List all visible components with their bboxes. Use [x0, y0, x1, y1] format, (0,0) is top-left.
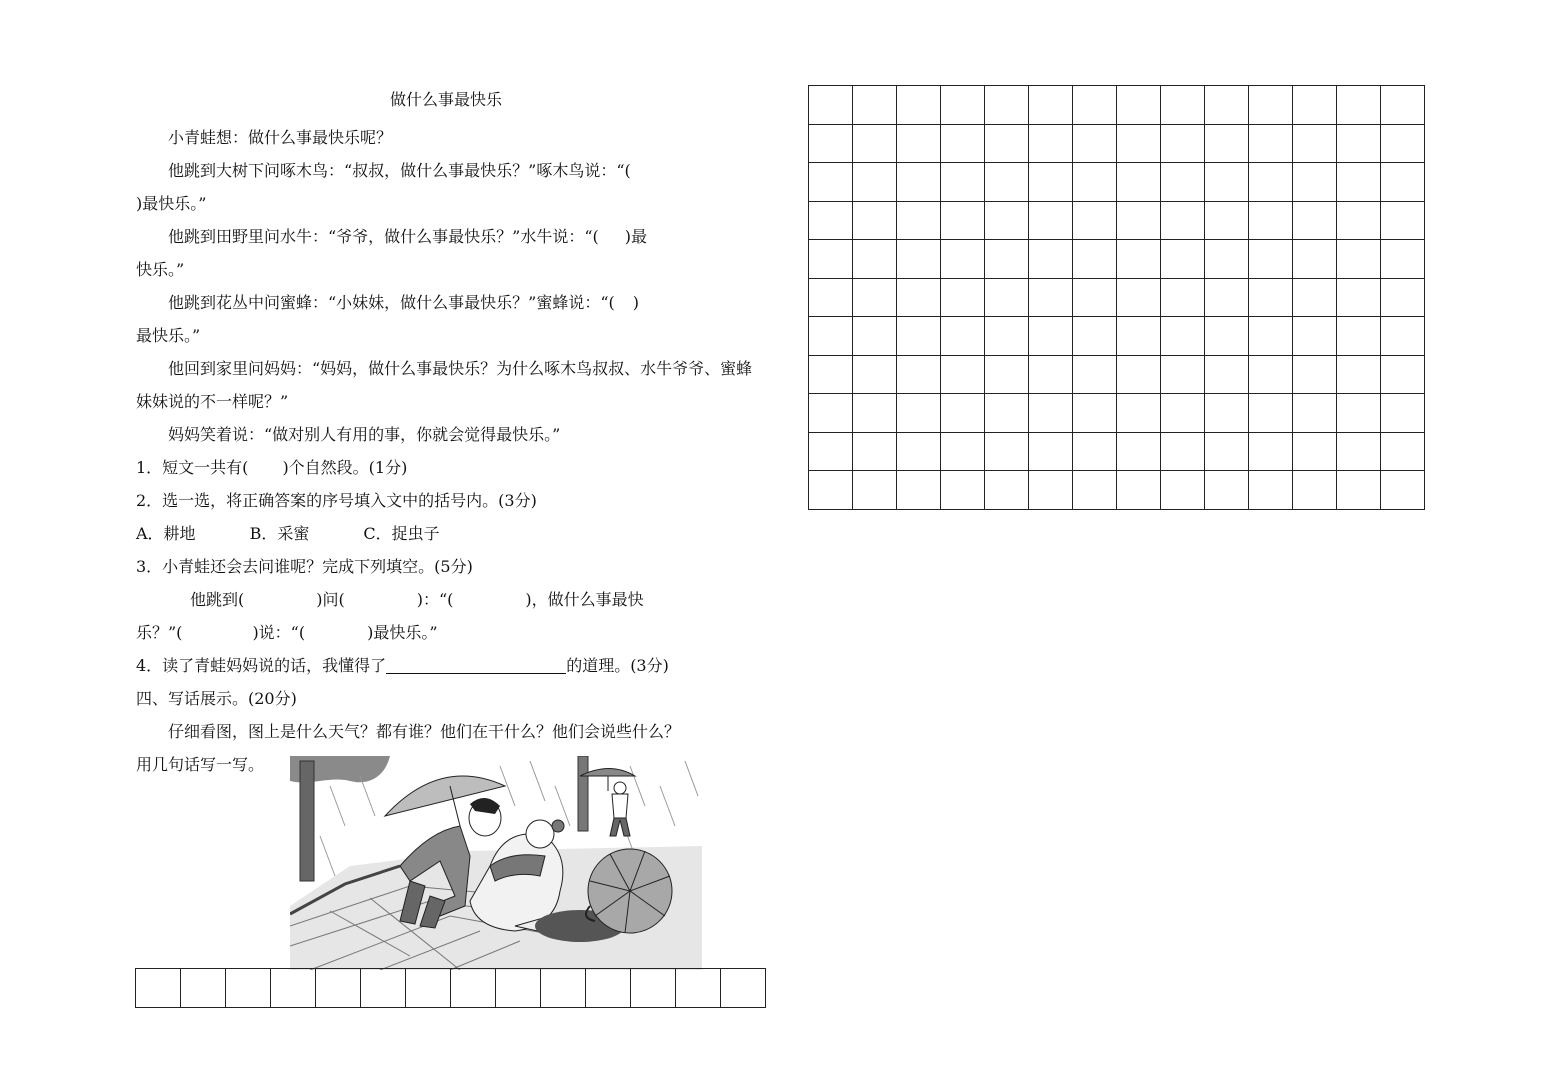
grid-cell[interactable] [271, 969, 316, 1008]
grid-cell[interactable] [1073, 471, 1117, 510]
grid-cell[interactable] [1029, 471, 1073, 510]
grid-row [809, 124, 1425, 163]
q3-part-c: )：“( [416, 590, 454, 609]
rain-scene-illustration [290, 756, 702, 970]
grid-cell[interactable] [1117, 86, 1161, 125]
grid-cell[interactable] [853, 86, 897, 125]
grid-cell[interactable] [809, 86, 853, 125]
option-b: B．采蜜 [249, 524, 310, 543]
grid-cell[interactable] [1293, 394, 1337, 433]
grid-cell[interactable] [897, 124, 941, 163]
grid-cell[interactable] [1249, 124, 1293, 163]
grid-cell[interactable] [985, 201, 1029, 240]
grid-cell[interactable] [1293, 355, 1337, 394]
grid-cell[interactable] [1293, 201, 1337, 240]
writing-grid-bottom[interactable] [135, 968, 766, 1008]
paragraph-4-part-a: 他跳到花丛中问蜜蜂：“小妹妹，做什么事最快乐？”蜜蜂说：“( [168, 293, 615, 312]
grid-cell[interactable] [941, 163, 985, 202]
grid-cell[interactable] [853, 163, 897, 202]
grid-cell[interactable] [1205, 86, 1249, 125]
q3-part-b: )问( [316, 590, 345, 609]
grid-cell[interactable] [541, 969, 586, 1008]
grid-cell[interactable] [1249, 471, 1293, 510]
grid-cell[interactable] [853, 317, 897, 356]
grid-cell[interactable] [1117, 355, 1161, 394]
grid-cell[interactable] [1381, 317, 1425, 356]
grid-cell[interactable] [1293, 471, 1337, 510]
grid-cell[interactable] [985, 355, 1029, 394]
grid-cell[interactable] [1205, 124, 1249, 163]
grid-cell[interactable] [1205, 163, 1249, 202]
paragraph-3-part-c: 快乐。” [136, 260, 185, 279]
question-3-line-1 [136, 583, 756, 616]
grid-cell[interactable] [1381, 394, 1425, 433]
reading-section [136, 88, 756, 781]
grid-cell[interactable] [181, 969, 226, 1008]
grid-cell[interactable] [1117, 240, 1161, 279]
paragraph-3-part-b: )最 [624, 227, 648, 246]
grid-cell[interactable] [316, 969, 361, 1008]
question-4-part-b: 的道理。(3分) [566, 656, 669, 675]
grid-cell[interactable] [985, 278, 1029, 317]
grid-cell[interactable] [1205, 432, 1249, 471]
grid-cell[interactable] [1029, 201, 1073, 240]
option-c: C．捉虫子 [363, 524, 440, 543]
grid-cell[interactable] [897, 432, 941, 471]
grid-cell[interactable] [676, 969, 721, 1008]
writing-heading: 四、写话展示。(20分) [136, 689, 297, 708]
grid-cell[interactable] [1249, 355, 1293, 394]
grid-row [809, 432, 1425, 471]
writing-prompt-line-1: 仔细看图，图上是什么天气？都有谁？他们在干什么？他们会说些什么？ [168, 722, 681, 741]
grid-cell[interactable] [1381, 432, 1425, 471]
paragraph-4-part-c: 最快乐。” [136, 326, 201, 345]
q3-part-a: 他跳到( [190, 590, 245, 609]
grid-cell[interactable] [1249, 317, 1293, 356]
grid-cell[interactable] [897, 471, 941, 510]
grid-cell[interactable] [496, 969, 541, 1008]
grid-cell[interactable] [631, 969, 676, 1008]
passage-title: 做什么事最快乐 [389, 90, 502, 109]
question-1 [136, 451, 756, 484]
grid-cell[interactable] [809, 278, 853, 317]
q3-part-d: )，做什么事最快 [525, 590, 644, 609]
question-4 [136, 649, 756, 682]
grid-cell[interactable] [1205, 471, 1249, 510]
grid-cell[interactable] [1073, 355, 1117, 394]
question-1-part-b: )个自然段。(1分) [282, 458, 408, 477]
q3-part-e: 乐？”( [136, 623, 183, 642]
grid-cell[interactable] [1249, 163, 1293, 202]
grid-cell[interactable] [941, 86, 985, 125]
grid-cell[interactable] [1117, 201, 1161, 240]
grid-cell[interactable] [1029, 86, 1073, 125]
grid-cell[interactable] [1337, 86, 1381, 125]
grid-row [809, 278, 1425, 317]
grid-cell[interactable] [1117, 163, 1161, 202]
grid-cell[interactable] [1249, 86, 1293, 125]
grid-cell[interactable] [1161, 278, 1205, 317]
grid-cell[interactable] [1205, 201, 1249, 240]
grid-cell[interactable] [1073, 432, 1117, 471]
grid-cell[interactable] [985, 471, 1029, 510]
grid-cell[interactable] [1161, 86, 1205, 125]
grid-row [809, 240, 1425, 279]
paragraph-4 [136, 286, 756, 352]
grid-row [809, 471, 1425, 510]
grid-cell[interactable] [985, 240, 1029, 279]
grid-cell[interactable] [1161, 163, 1205, 202]
grid-cell[interactable] [1205, 355, 1249, 394]
grid-cell[interactable] [226, 969, 271, 1008]
paragraph-5: 他回到家里问妈妈：“妈妈，做什么事最快乐？为什么啄木鸟叔叔、水牛爷爷、蜜蜂妹妹说的不一样呢？” [136, 359, 753, 411]
grid-cell[interactable] [1029, 355, 1073, 394]
paragraph-2 [136, 154, 756, 220]
grid-cell[interactable] [1073, 240, 1117, 279]
paragraph-3 [136, 220, 756, 286]
question-2-options [136, 517, 756, 550]
grid-cell[interactable] [1381, 163, 1425, 202]
grid-cell[interactable] [1381, 471, 1425, 510]
grid-cell[interactable] [136, 969, 181, 1008]
grid-row [809, 317, 1425, 356]
grid-cell[interactable] [1117, 317, 1161, 356]
grid-cell[interactable] [406, 969, 451, 1008]
grid-cell[interactable] [1381, 201, 1425, 240]
grid-cell[interactable] [1337, 278, 1381, 317]
grid-cell[interactable] [941, 355, 985, 394]
grid-cell[interactable] [1117, 394, 1161, 433]
grid-cell[interactable] [897, 317, 941, 356]
grid-cell[interactable] [1381, 355, 1425, 394]
paragraph-2-part-a: 他跳到大树下问啄木鸟：“叔叔，做什么事最快乐？”啄木鸟说：“( [168, 161, 631, 180]
grid-cell[interactable] [1337, 124, 1381, 163]
grid-cell[interactable] [897, 355, 941, 394]
grid-cell[interactable] [1161, 240, 1205, 279]
paragraph-3-part-a: 他跳到田野里问水牛：“爷爷，做什么事最快乐？”水牛说：“( [168, 227, 599, 246]
grid-cell[interactable] [897, 240, 941, 279]
grid-cell[interactable] [1205, 278, 1249, 317]
question-3-line-2 [136, 616, 756, 649]
grid-cell[interactable] [1161, 432, 1205, 471]
grid-cell[interactable] [985, 86, 1029, 125]
grid-cell[interactable] [1029, 124, 1073, 163]
grid-cell[interactable] [853, 355, 897, 394]
grid-cell[interactable] [1029, 394, 1073, 433]
grid-row [809, 86, 1425, 125]
grid-cell[interactable] [1161, 317, 1205, 356]
grid-cell[interactable] [1293, 240, 1337, 279]
grid-cell[interactable] [809, 432, 853, 471]
grid-cell[interactable] [1161, 355, 1205, 394]
grid-cell[interactable] [1073, 394, 1117, 433]
grid-cell[interactable] [1249, 201, 1293, 240]
grid-cell[interactable] [361, 969, 406, 1008]
grid-cell[interactable] [1293, 432, 1337, 471]
grid-cell[interactable] [1029, 317, 1073, 356]
grid-cell[interactable] [1293, 86, 1337, 125]
grid-cell[interactable] [941, 432, 985, 471]
grid-row [136, 969, 766, 1008]
grid-cell[interactable] [1337, 240, 1381, 279]
grid-cell[interactable] [1029, 163, 1073, 202]
grid-cell[interactable] [897, 278, 941, 317]
grid-cell[interactable] [1337, 201, 1381, 240]
grid-cell[interactable] [897, 86, 941, 125]
grid-cell[interactable] [1073, 163, 1117, 202]
grid-cell[interactable] [1161, 201, 1205, 240]
grid-cell[interactable] [1117, 471, 1161, 510]
grid-cell[interactable] [1073, 278, 1117, 317]
grid-cell[interactable] [1205, 317, 1249, 356]
grid-cell[interactable] [1381, 86, 1425, 125]
grid-cell[interactable] [1249, 394, 1293, 433]
grid-cell[interactable] [809, 394, 853, 433]
grid-cell[interactable] [809, 355, 853, 394]
grid-cell[interactable] [809, 317, 853, 356]
grid-cell[interactable] [897, 201, 941, 240]
grid-cell[interactable] [1117, 278, 1161, 317]
grid-cell[interactable] [941, 240, 985, 279]
grid-cell[interactable] [853, 432, 897, 471]
paragraph-6: 妈妈笑着说：“做对别人有用的事，你就会觉得最快乐。” [168, 425, 561, 444]
grid-cell[interactable] [1073, 124, 1117, 163]
q3-part-g: )最快乐。” [367, 623, 438, 642]
grid-cell[interactable] [1381, 124, 1425, 163]
grid-cell[interactable] [1337, 355, 1381, 394]
grid-cell[interactable] [941, 317, 985, 356]
grid-cell[interactable] [1337, 317, 1381, 356]
grid-cell[interactable] [809, 240, 853, 279]
grid-cell[interactable] [1249, 278, 1293, 317]
grid-cell[interactable] [1337, 163, 1381, 202]
q3-part-f: )说：“( [252, 623, 306, 642]
grid-cell[interactable] [1161, 124, 1205, 163]
grid-cell[interactable] [586, 969, 631, 1008]
grid-cell[interactable] [451, 969, 496, 1008]
grid-cell[interactable] [1029, 278, 1073, 317]
writing-prompt-line-2: 用几句话写一写。 [136, 755, 265, 774]
grid-cell[interactable] [1117, 124, 1161, 163]
question-2: 2．选一选，将正确答案的序号填入文中的括号内。(3分) [136, 491, 537, 510]
writing-grid-right[interactable] [808, 85, 1425, 510]
question-3: 3．小青蛙还会去问谁呢？完成下列填空。(5分) [136, 557, 473, 576]
grid-cell[interactable] [809, 201, 853, 240]
grid-cell[interactable] [1205, 394, 1249, 433]
grid-cell[interactable] [985, 124, 1029, 163]
grid-cell[interactable] [1249, 240, 1293, 279]
grid-cell[interactable] [1073, 317, 1117, 356]
grid-cell[interactable] [1293, 163, 1337, 202]
grid-cell[interactable] [1293, 124, 1337, 163]
grid-cell[interactable] [1293, 317, 1337, 356]
grid-cell[interactable] [853, 240, 897, 279]
grid-cell[interactable] [809, 471, 853, 510]
grid-cell[interactable] [721, 969, 766, 1008]
grid-cell[interactable] [941, 201, 985, 240]
grid-cell[interactable] [809, 163, 853, 202]
grid-cell[interactable] [985, 317, 1029, 356]
grid-cell[interactable] [941, 471, 985, 510]
grid-cell[interactable] [1337, 394, 1381, 433]
grid-cell[interactable] [1073, 201, 1117, 240]
grid-cell[interactable] [985, 394, 1029, 433]
grid-cell[interactable] [853, 124, 897, 163]
grid-cell[interactable] [897, 163, 941, 202]
paragraph-4-part-b: ) [632, 293, 640, 312]
grid-cell[interactable] [1117, 432, 1161, 471]
grid-cell[interactable] [1293, 278, 1337, 317]
grid-row [809, 355, 1425, 394]
grid-cell[interactable] [1381, 278, 1425, 317]
grid-cell[interactable] [985, 432, 1029, 471]
question-1-part-a: 1．短文一共有( [136, 458, 249, 477]
grid-cell[interactable] [941, 394, 985, 433]
grid-cell[interactable] [941, 124, 985, 163]
grid-cell[interactable] [1205, 240, 1249, 279]
grid-cell[interactable] [1381, 240, 1425, 279]
grid-cell[interactable] [1337, 432, 1381, 471]
grid-cell[interactable] [1029, 240, 1073, 279]
grid-row [809, 394, 1425, 433]
grid-cell[interactable] [1029, 432, 1073, 471]
grid-cell[interactable] [1073, 86, 1117, 125]
grid-cell[interactable] [853, 201, 897, 240]
grid-row [809, 163, 1425, 202]
grid-cell[interactable] [985, 163, 1029, 202]
paragraph-2-part-b: )最快乐。” [136, 194, 207, 213]
grid-cell[interactable] [1337, 471, 1381, 510]
grid-cell[interactable] [1249, 432, 1293, 471]
grid-row [809, 201, 1425, 240]
grid-cell[interactable] [941, 278, 985, 317]
grid-cell[interactable] [1161, 471, 1205, 510]
grid-cell[interactable] [853, 278, 897, 317]
paragraph-1: 小青蛙想：做什么事最快乐呢？ [168, 128, 393, 147]
question-4-part-a: 4．读了青蛙妈妈说的话，我懂得了 [136, 656, 387, 675]
grid-cell[interactable] [897, 394, 941, 433]
answer-underline[interactable] [386, 655, 566, 674]
grid-cell[interactable] [853, 471, 897, 510]
grid-cell[interactable] [809, 124, 853, 163]
option-a: A．耕地 [136, 524, 196, 543]
grid-cell[interactable] [1161, 394, 1205, 433]
grid-cell[interactable] [853, 394, 897, 433]
